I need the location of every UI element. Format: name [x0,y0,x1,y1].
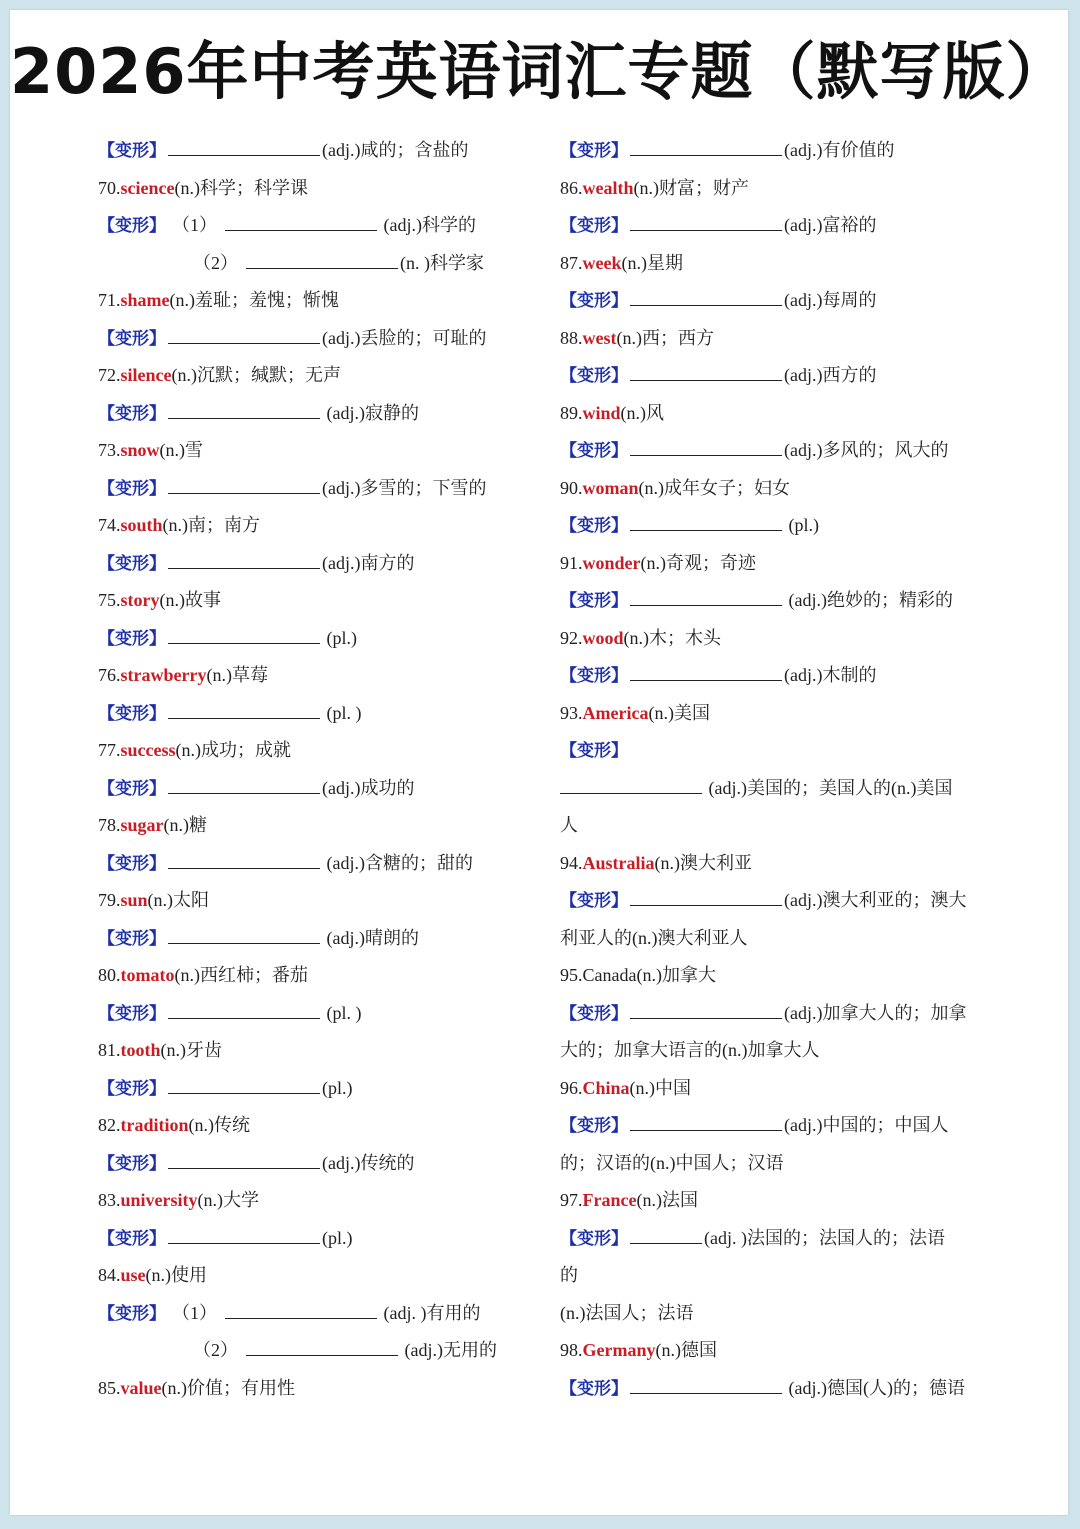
form-label: (adj.)咸的；含盐的 [322,140,469,160]
form-tag: 【变形】 [560,291,628,311]
entry-number: 93. [560,702,583,723]
entry-number: 86. [560,177,583,198]
vocab-line [98,1332,528,1370]
answer-blank[interactable] [630,379,782,381]
form-tag: 【变形】 [98,928,166,949]
vocab-line [560,1295,1010,1333]
continued-text: 的；汉语的(n.)中国人；汉语 [560,1152,784,1173]
vocab-word: silence [120,365,172,385]
vocab-word: success [120,740,176,760]
entry-number: 73. [98,440,121,460]
form-tag: 【变形】 [98,403,166,424]
word-gloss: (n.)财富；财产 [633,177,749,198]
vocab-word: university [120,1190,198,1210]
vocab-line [560,882,1010,920]
vocab-line [560,845,1010,883]
left-column [98,132,528,1407]
form-label: (adj.)西方的 [784,365,877,385]
form-tag: 【变形】 [98,1003,166,1024]
word-gloss: (n.)风 [620,402,665,423]
entry-number: 90. [560,477,583,498]
form-label: (pl.) [322,1227,353,1248]
form-label: (adj.)有价值的 [784,140,895,160]
entry-number: 89. [560,402,583,423]
word-gloss: (n.)成功；成就 [175,740,291,760]
vocab-line [560,695,1010,733]
entry-number: 94. [560,852,583,873]
vocab-line [98,845,528,883]
form-label: (adj.)传统的 [322,1152,415,1173]
word-gloss: (n.)科学；科学课 [174,177,308,198]
word-gloss: (n.)使用 [145,1265,208,1285]
vocab-line [560,957,1010,995]
vocab-word: week [582,252,622,273]
form-label: (adj.)木制的 [784,665,877,685]
form-label: (adj.)德国(人)的；德语 [784,1377,965,1398]
form-tag: 【变形】 [560,741,628,761]
vocab-word: sun [120,890,148,910]
word-gloss: (n.)牙齿 [160,1040,222,1060]
vocab-line [560,470,1010,508]
word-gloss: (n.)太阳 [147,890,210,910]
form-tag: 【变形】 [560,666,628,686]
vocab-line [560,1370,1010,1408]
word-gloss: (n.)澳大利亚 [654,852,752,873]
form-tag: 【变形】 [560,141,628,161]
vocab-line [98,882,528,920]
answer-blank[interactable] [630,679,782,681]
answer-blank[interactable] [246,267,398,269]
vocab-line [560,1107,1010,1145]
vocab-word: wealth [582,177,634,198]
word-gloss: (n.)羞耻；羞愧；惭愧 [169,290,339,310]
vocab-line [98,807,528,845]
form-tag: 【变形】 [560,516,628,536]
entry-number: 84. [98,1265,121,1285]
form-label: (adj.)科学的 [379,215,476,235]
vocab-line [98,357,528,395]
vocab-line [560,1220,1010,1258]
continued-text: 的 [560,1265,578,1285]
vocab-entry: 95.Canada(n.)加拿大 [560,965,716,985]
form-label: (adj.)南方的 [322,552,415,573]
vocab-line [98,170,528,208]
vocab-line [560,1070,1010,1108]
word-gloss: (n.)中国 [629,1077,692,1098]
vocab-line [98,920,528,958]
entry-number: 83. [98,1190,121,1210]
word-gloss: (n.)西红柿；番茄 [174,965,308,985]
answer-blank[interactable] [168,1092,320,1094]
vocab-line [98,1295,528,1333]
vocab-line [98,282,528,320]
vocab-line [98,657,528,695]
entry-number: 97. [560,1190,583,1210]
entry-number: 81. [98,1040,121,1060]
vocab-line [560,207,1010,245]
vocab-line [560,320,1010,358]
answer-blank[interactable] [168,1242,320,1244]
entry-number: 80. [98,965,121,985]
form-label: (adj. )法国的；法国人的；法语 [704,1227,945,1248]
entry-number: 82. [98,1115,121,1135]
word-gloss: (n.)故事 [159,590,221,610]
vocab-line [560,770,1010,808]
answer-blank[interactable] [168,342,320,344]
vocab-line [560,995,1010,1033]
vocab-line [560,1182,1010,1220]
vocab-line [98,620,528,658]
form-label: (adj.)每周的 [784,290,877,310]
vocab-word: use [120,1265,146,1285]
vocab-line [98,582,528,620]
entry-number: 88. [560,327,583,348]
vocab-word: science [120,177,175,198]
vocab-line [98,507,528,545]
form-tag: 【变形】 [560,591,628,611]
answer-blank[interactable] [630,529,782,531]
vocab-line [98,1107,528,1145]
form-label: (adj.)成功的 [322,777,415,798]
form-label: (adj.)丢脸的；可耻的 [322,327,487,348]
vocab-word: wind [582,402,621,423]
entry-number: 85. [98,1377,121,1398]
vocab-line [98,245,528,283]
vocab-word: snow [120,440,160,460]
entry-number: 76. [98,665,121,685]
entry-number: 78. [98,815,121,835]
vocab-line [560,920,1010,958]
form-tag: 【变形】 [560,441,628,461]
word-gloss: (n.)价值；有用性 [161,1377,296,1398]
form-tag: 【变形】 [98,628,166,649]
form-tag: 【变形】 [98,1228,166,1249]
entry-number: 75. [98,590,121,610]
vocab-line [560,807,1010,845]
form-label: (adj.)加拿大人的；加拿 [784,1002,967,1023]
continued-text: 大的；加拿大语言的(n.)加拿大人 [560,1040,820,1060]
vocab-line [98,1070,528,1108]
vocab-line [98,1182,528,1220]
sub-number: （2） [193,1340,238,1360]
form-tag: 【变形】 [98,141,166,161]
word-gloss: (n.)沉默；缄默；无声 [171,365,341,385]
answer-blank[interactable] [168,567,320,569]
vocab-word: China [582,1077,630,1098]
vocab-line [560,1145,1010,1183]
form-label: (pl.) [322,627,357,648]
word-gloss: (n.)星期 [621,252,683,273]
sub-number: （1） [172,215,217,235]
vocab-line [560,545,1010,583]
answer-blank[interactable] [168,792,320,794]
vocab-word: woman [582,477,639,498]
vocab-line [560,1032,1010,1070]
form-tag: 【变形】 [560,366,628,386]
word-gloss: (n.)奇观；奇迹 [640,552,756,573]
word-gloss: (n.)草莓 [206,665,268,685]
worksheet-page [10,10,1068,1515]
form-label: (adj.)美国的；美国人的(n.)美国 [704,777,953,798]
answer-blank[interactable] [630,229,782,231]
vocab-line [560,395,1010,433]
answer-blank[interactable] [630,1242,702,1244]
answer-blank[interactable] [168,717,320,719]
form-tag: 【变形】 [560,891,628,911]
vocab-line [98,545,528,583]
word-gloss: (n.)法国 [636,1190,698,1210]
answer-blank[interactable] [168,1167,320,1169]
vocab-word: tradition [120,1115,189,1135]
word-gloss: (n.)雪 [159,440,204,460]
vocab-word: Australia [582,852,655,873]
continued-text: 人 [560,815,578,835]
vocab-word: tomato [120,965,175,985]
vocab-line [560,282,1010,320]
vocab-line [560,732,1010,770]
vocab-line [98,1370,528,1408]
word-gloss: (n.)成年女子；妇女 [638,477,791,498]
form-label: (adj.)中国的；中国人 [784,1115,949,1135]
vocab-line [560,1332,1010,1370]
form-label: (adj.)绝妙的；精彩的 [784,590,953,610]
form-label: (adj.)无用的 [400,1340,497,1360]
form-label: (pl. ) [322,702,362,723]
entry-number: 79. [98,890,121,910]
vocab-word: tooth [120,1040,161,1060]
vocab-line [98,1257,528,1295]
answer-blank[interactable] [630,1392,782,1394]
entry-number: 77. [98,740,121,760]
answer-blank[interactable] [560,792,702,794]
vocab-word: south [120,515,163,535]
form-tag: 【变形】 [98,853,166,874]
vocab-line [98,132,528,170]
vocab-word: strawberry [120,665,207,685]
vocab-word: wood [582,627,624,648]
form-label: (n. )科学家 [400,252,484,273]
form-tag: 【变形】 [98,216,166,236]
form-tag: 【变形】 [560,1228,628,1249]
vocab-line [98,732,528,770]
form-label: (pl.) [784,515,819,535]
answer-blank[interactable] [168,1017,320,1019]
vocab-line [560,170,1010,208]
form-label: (adj.)晴朗的 [322,927,419,948]
form-label: (adj.)多风的；风大的 [784,440,949,460]
entry-number: 96. [560,1077,583,1098]
form-label: (pl.) [322,1077,353,1098]
vocab-line [560,245,1010,283]
vocab-word: story [120,590,160,610]
word-gloss: (n.)德国 [655,1340,717,1360]
answer-blank[interactable] [246,1354,398,1356]
vocab-word: Germany [582,1340,656,1360]
entry-number: 91. [560,552,583,573]
form-label: (adj. )有用的 [379,1302,481,1323]
answer-blank[interactable] [225,1317,377,1319]
form-tag: 【变形】 [98,1153,166,1174]
answer-blank[interactable] [630,904,782,906]
vocab-word: America [582,702,649,723]
continued-text: 利亚人的(n.)澳大利亚人 [560,927,748,948]
form-tag: 【变形】 [98,778,166,799]
vocab-line [98,1145,528,1183]
form-label: (adj.)富裕的 [784,215,877,235]
answer-blank[interactable] [630,304,782,306]
entry-number: 98. [560,1340,583,1360]
form-tag: 【变形】 [98,703,166,724]
answer-blank[interactable] [225,229,377,231]
vocab-line [98,995,528,1033]
form-label: (adj.)多雪的；下雪的 [322,477,487,498]
word-gloss: (n.)木；木头 [623,627,722,648]
word-gloss: (n.)西；西方 [616,327,714,348]
answer-blank[interactable] [168,154,320,156]
vocab-line [560,657,1010,695]
vocab-line [98,770,528,808]
vocab-line [98,957,528,995]
form-label: (adj.)澳大利亚的；澳大 [784,890,967,910]
continued-text: (n.)法国人；法语 [560,1302,694,1323]
form-tag: 【变形】 [560,1378,628,1399]
sub-number: （1） [172,1302,217,1323]
vocab-line [560,507,1010,545]
sub-number: （2） [193,252,238,273]
word-gloss: (n.)美国 [648,702,710,723]
vocab-line [560,357,1010,395]
right-column [560,132,1010,1407]
vocab-line [98,207,528,245]
vocab-line [98,1032,528,1070]
vocab-word: wonder [582,552,641,573]
form-tag: 【变形】 [98,553,166,574]
form-tag: 【变形】 [98,1078,166,1099]
answer-blank[interactable] [630,154,782,156]
form-tag: 【变形】 [560,1116,628,1136]
word-gloss: (n.)大学 [197,1190,260,1210]
entry-number: 71. [98,290,121,310]
vocab-line [560,432,1010,470]
answer-blank[interactable] [630,1017,782,1019]
vocab-word: shame [120,290,170,310]
word-gloss: (n.)糖 [163,815,208,835]
entry-number: 87. [560,252,583,273]
answer-blank[interactable] [168,642,320,644]
vocab-line [98,1220,528,1258]
form-tag: 【变形】 [560,1003,628,1024]
form-label: (adj.)寂静的 [322,402,419,423]
vocab-line [98,695,528,733]
vocab-word: value [120,1377,162,1398]
answer-blank[interactable] [630,454,782,456]
form-tag: 【变形】 [98,1303,166,1324]
vocab-line [98,320,528,358]
word-gloss: (n.)南；南方 [162,515,261,535]
vocab-line [98,432,528,470]
form-label: (pl. ) [322,1002,362,1023]
page-title: 2026年中考英语词汇专题（默写版） [10,35,1069,108]
entry-number: 70. [98,177,121,198]
entry-number: 92. [560,627,583,648]
vocab-line [560,620,1010,658]
vocab-line [560,1257,1010,1295]
answer-blank[interactable] [630,604,782,606]
vocab-word: west [582,327,617,348]
word-gloss: (n.)传统 [188,1115,251,1135]
vocab-line [98,470,528,508]
answer-blank[interactable] [168,867,320,869]
entry-number: 72. [98,365,121,385]
form-tag: 【变形】 [98,328,166,349]
vocab-word: France [582,1190,637,1210]
vocab-line [560,582,1010,620]
answer-blank[interactable] [168,492,320,494]
form-tag: 【变形】 [560,216,628,236]
vocab-word: sugar [120,815,164,835]
form-label: (adj.)含糖的；甜的 [322,852,473,873]
answer-blank[interactable] [168,942,320,944]
answer-blank[interactable] [630,1129,782,1131]
vocab-line [98,395,528,433]
entry-number: 74. [98,515,121,535]
form-tag: 【变形】 [98,478,166,499]
vocab-line [560,132,1010,170]
answer-blank[interactable] [168,417,320,419]
